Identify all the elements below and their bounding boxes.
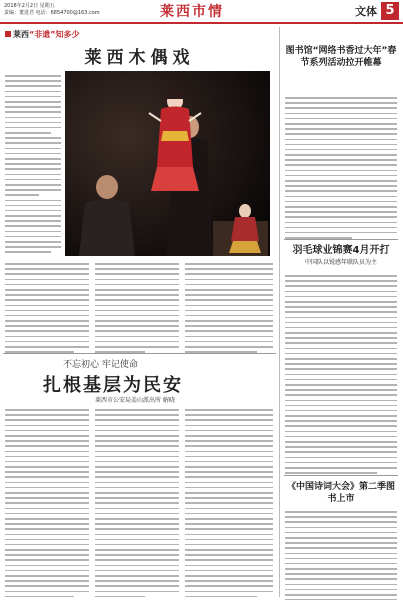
article-divider [3, 353, 276, 354]
column-label-sub: “非遗”知多少 [29, 30, 80, 39]
section-name: 文体 [355, 5, 377, 18]
sidebar-story3-text [285, 511, 397, 600]
masthead-rule [0, 22, 403, 24]
sidebar-story2-subhead: 中国队以锐感年联队员为主 [304, 259, 377, 266]
article1-text-col2 [95, 263, 179, 356]
article2-subtitle: 不忘初心 牢记使命 [63, 360, 138, 370]
sidebar-story1-headline: 图书馆“网络书香过大年”春节系列活动拉开帷幕 [285, 46, 397, 68]
column-label [5, 29, 80, 40]
page-number: 5 [381, 2, 399, 20]
sidebar-story2-text [285, 275, 397, 477]
column-marker-icon [5, 31, 11, 37]
masthead-info [4, 3, 100, 17]
article1-text-col3 [185, 263, 273, 356]
issue-date: 2018年2月2日 星期五 [4, 3, 55, 9]
sidebar-column [279, 27, 400, 597]
puppet-show-photo [65, 71, 270, 256]
article2-headline: 扎根基层为民安 [43, 375, 183, 396]
article2-text-col3 [185, 409, 273, 600]
sidebar-divider-2 [284, 475, 398, 476]
puppet-photo-image [65, 71, 270, 256]
sidebar-divider-1 [284, 239, 398, 240]
sidebar-story1-text [285, 97, 397, 242]
column-label-main: 莱西 [13, 30, 29, 39]
article2-byline: 莱西市公安局姜山派出所 解晓 [95, 397, 175, 404]
masthead [0, 0, 403, 22]
article1-text-left [5, 75, 61, 257]
newspaper-title: 莱西市情 [160, 4, 224, 20]
article2-text-col2 [95, 409, 179, 600]
article2-text-col1 [5, 409, 89, 600]
editor-contact: 责编：董进君 电话：6854700@163.com [4, 10, 100, 16]
article1-headline: 莱西木偶戏 [84, 48, 195, 68]
sidebar-story2-headline: 羽毛球业锦赛4月开打 [292, 245, 390, 256]
sidebar-story3-headline: 《中国诗词大会》第二季图书上市 [286, 482, 395, 504]
article1-text-col1 [5, 263, 89, 356]
main-content [3, 27, 276, 597]
